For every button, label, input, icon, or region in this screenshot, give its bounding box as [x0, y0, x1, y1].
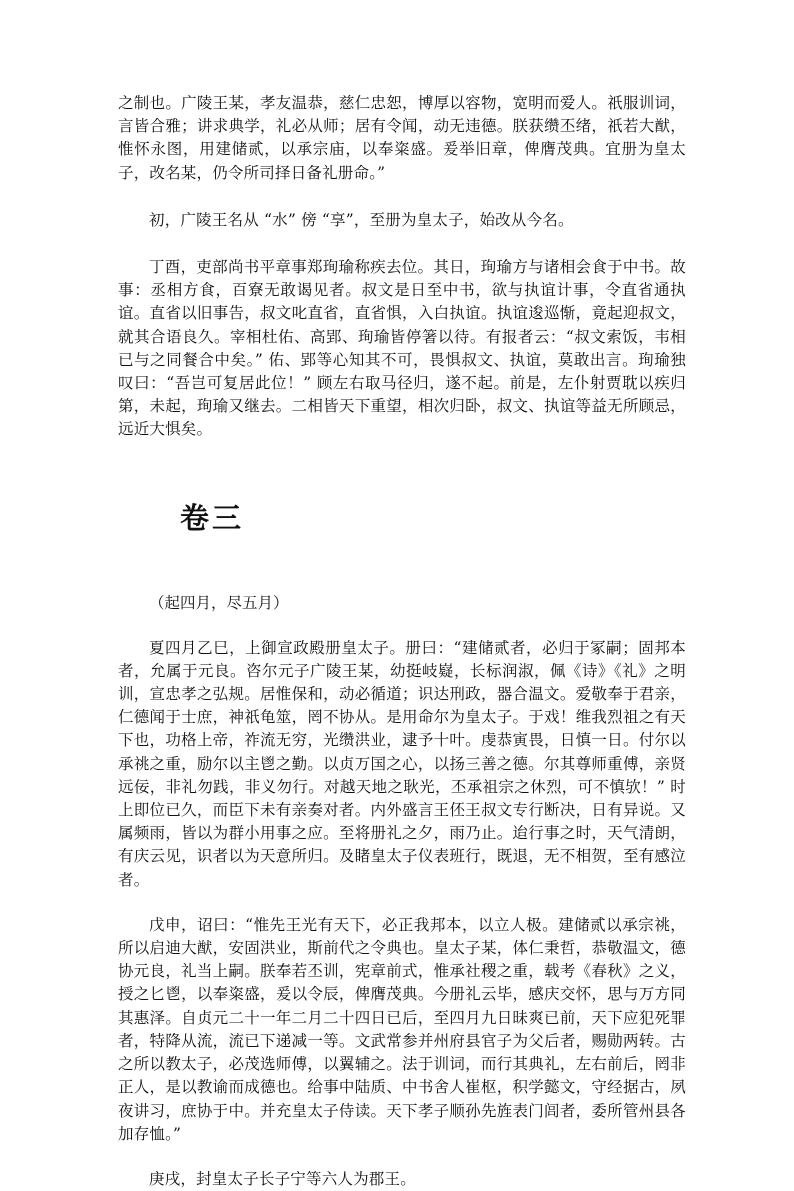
document-page	[118, 92, 686, 1191]
paragraph-name-change: 初，广陵王名从 “水” 傍 “享”，至册为皇太子，始改从今名。	[149, 210, 574, 229]
paragraph-decree-ending: 之制也。广陵王某，孝友温恭，慈仁忠恕，博厚以容物，宽明而爱人。祇服训词，言皆合雅；讲求典学，礼必从师；居有令闻，动无违德。朕获缵丕绪，祇若大猷，惟怀永图，用建储贰，以承宗庙，以奉粢盛。爰举旧章，俾膺茂典。宜册为皇太子，改名某，仍令所司择日备礼册命。”	[118, 94, 686, 182]
chapter-subtitle: （起四月，尽五月）	[149, 593, 289, 612]
paragraph-dingyou: 丁酉，吏部尚书平章事郑珣瑜称疾去位。其日，珣瑜方与诸相会食于中书。故事：丞相方食，百寮无敢谒见者。叔文是日至中书，欲与执谊计事，令直省通执谊。直省以旧事告，叔文叱直省，直省惧，入白执谊。执谊逡巡惭，竟起迎叔文，就其合语良久。宰相杜佑、高郢、珣瑜皆停箸以待。有报者云：“叔文索饭，韦相已与之同餐合中矣。” 佑、郢等心知其不可，畏惧叔文、执谊，莫敢出言。珣瑜独叹曰：“吾岂可复居此位！” 顾左右取马径归，遂不起。前是，左仆射贾耽以疾归第，未起，珣瑜又继去。二相皆天下重望，相次归卧，叔文、执谊等益无所顾忌，远近大惧矣。	[118, 258, 686, 439]
chapter-title: 卷三	[180, 500, 245, 535]
paragraph-gengxu: 庚戌，封皇太子长子宁等六人为郡王。	[149, 1169, 416, 1188]
paragraph-april-yisi: 夏四月乙巳，上御宣政殿册皇太子。册曰：“建储贰者，必归于冢嗣；固邦本者，允属于元良。咨尔元子广陵王某，幼挺岐嶷，长标润淑，佩《诗》《礼》之明训，宣忠孝之弘规。居惟保和，动必循道；识达刑政，器合温文。爱敬奉于君亲，仁德闻于士庶，神祇龟筮，罔不协从。是用命尔为皇太子。于戏！维我烈祖之有天下也，功格上帝，祚流无穷，光缵洪业，逮予十叶。虔恭寅畏，日慎一日。付尔以承祧之重，励尔以主鬯之勤。以贞万国之心，以扬三善之德。尔其尊师重傅，亲贤远佞，非礼勿践，非义勿行。对越天地之耿光，丕承祖宗之休烈，可不慎欤！” 时上即位已久，而臣下未有亲奏对者。内外盛言王伾王叔文专行断决，日有异说。又属频雨，皆以为群小用事之应。至将册礼之夕，雨乃止。迨行事之时，天气清朗，有庆云见，识者以为天意所归。及睹皇太子仪表班行，既退，无不相贺，至有感泣者。	[118, 638, 686, 889]
paragraph-wushen-decree: 戊申，诏曰：“惟先王光有天下，必正我邦本，以立人极。建储贰以承宗祧，所以启迪大猷，安固洪业，斯前代之令典也。皇太子某，体仁秉哲，恭敬温文，德协元良，礼当上嗣。朕奉若丕训，宪章前式，惟承社稷之重，载考《春秋》之义，授之匕鬯，以奉粢盛，爰以令辰，俾膺茂典。今册礼云毕，感庆交怀，思与万方同其惠泽。自贞元二十一年二月二十四日已后，至四月九日昧爽已前，天下应犯死罪者，特降从流，流已下递减一等。文武常参并州府县官子为父后者，赐勋两转。古之所以教太子，必茂选师傅，以翼辅之。法于训词，而行其典礼，左右前后，罔非正人，是以教谕而成德也。给事中陆质、中书舍人崔枢，积学懿文，守经据古，夙夜讲习，庶协于中。并充皇太子侍读。天下孝子顺孙先旌表门闾者，委所管州县各加存恤。”	[118, 915, 686, 1143]
